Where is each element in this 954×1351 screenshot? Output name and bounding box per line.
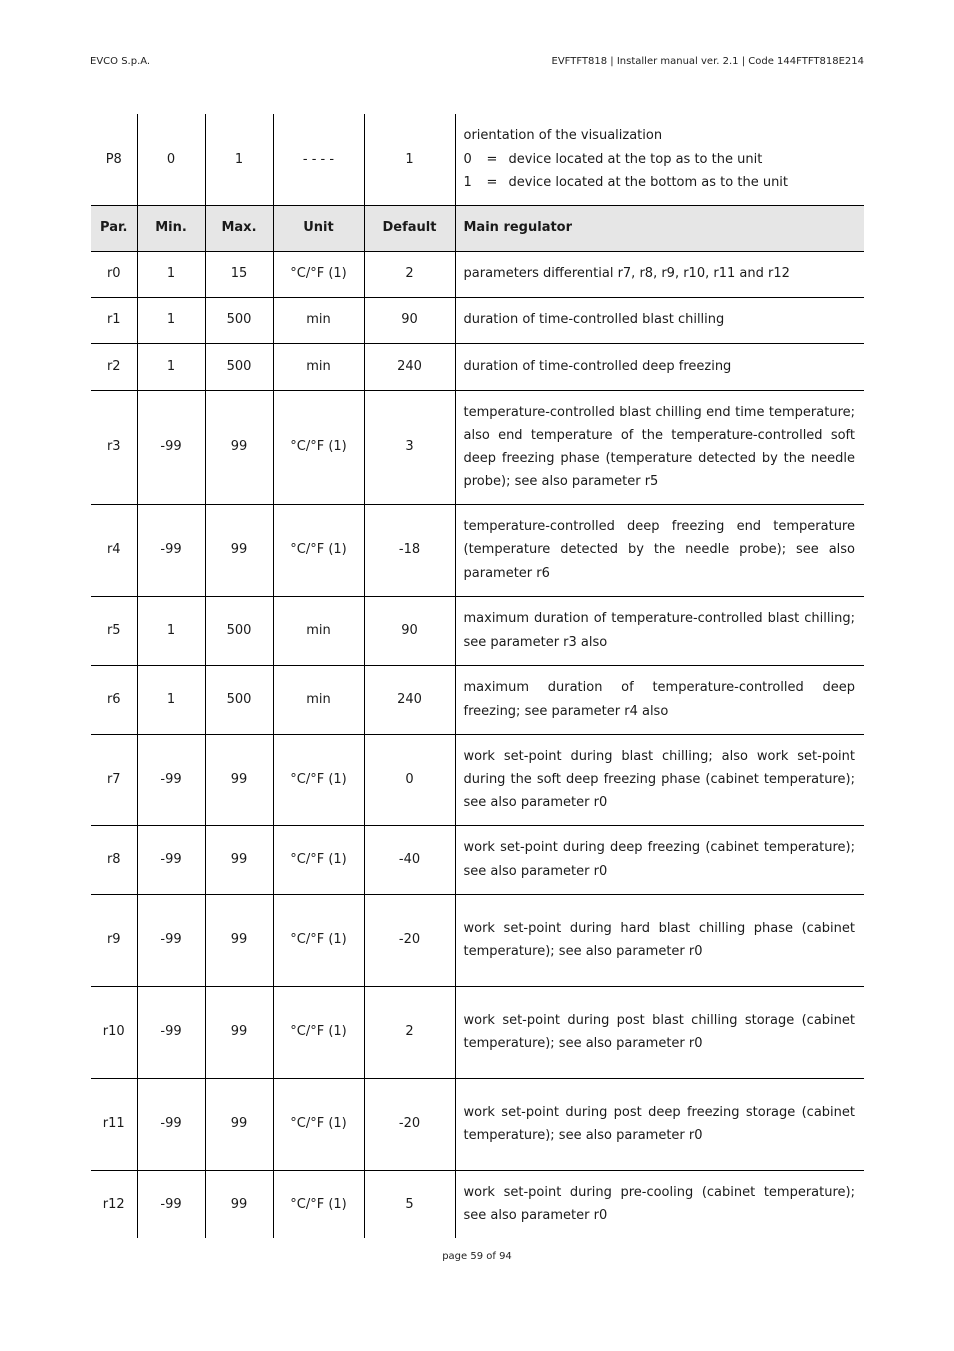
header-default: Default (364, 205, 455, 251)
cell-max: 99 (205, 734, 273, 825)
cell-max: 99 (205, 504, 273, 596)
table-row-p8 (91, 114, 864, 205)
table-row (91, 825, 864, 894)
table-row (91, 1170, 864, 1238)
cell-unit: °C/°F (1) (273, 894, 364, 986)
cell-min: 0 (137, 114, 205, 205)
cell-par: r9 (91, 894, 137, 986)
cell-description (455, 114, 864, 205)
cell-max: 99 (205, 1078, 273, 1170)
option-key: 0 (463, 151, 472, 167)
cell-description: work set-point during blast chilling; also work set-point during the soft deep freezing phase (cabinet temperature); see also parameter r0 (463, 748, 855, 811)
cell-max: 99 (205, 1170, 273, 1238)
cell-min: 1 (137, 297, 205, 343)
header-par: Par. (91, 205, 137, 251)
option-text: device located at the top as to the unit (508, 151, 763, 167)
table-row (91, 390, 864, 504)
cell-description: maximum duration of temperature-controlled blast chilling; see parameter r3 also (463, 611, 855, 650)
cell-description: work set-point during deep freezing (cabinet temperature); see also parameter r0 (463, 840, 855, 879)
header-unit: Unit (273, 205, 364, 251)
cell-unit: °C/°F (1) (273, 986, 364, 1078)
cell-default: 90 (364, 596, 455, 665)
cell-par: r11 (91, 1078, 137, 1170)
cell-unit: °C/°F (1) (273, 390, 364, 504)
cell-description: parameters differential r7, r8, r9, r10, r11 and r12 (463, 266, 790, 282)
cell-min: 1 (137, 596, 205, 665)
cell-par: r1 (91, 297, 137, 343)
cell-par: r0 (91, 251, 137, 297)
cell-par: r8 (91, 825, 137, 894)
header-section-title: Main regulator (463, 220, 573, 236)
cell-description: work set-point during post blast chilling storage (cabinet temperature); see also parameter r0 (463, 1012, 855, 1051)
cell-description: work set-point during post deep freezing storage (cabinet temperature); see also parameter r0 (463, 1104, 855, 1143)
cell-unit: °C/°F (1) (273, 504, 364, 596)
cell-par: r5 (91, 596, 137, 665)
cell-min: 1 (137, 251, 205, 297)
cell-unit: min (273, 343, 364, 390)
cell-max: 500 (205, 596, 273, 665)
cell-par: r6 (91, 665, 137, 734)
option-equals: = (486, 174, 498, 190)
cell-max: 1 (205, 114, 273, 205)
cell-min: -99 (137, 986, 205, 1078)
table-row (91, 504, 864, 596)
cell-max: 99 (205, 390, 273, 504)
cell-description: work set-point during pre-cooling (cabinet temperature); see also parameter r0 (463, 1185, 855, 1224)
cell-par: r3 (91, 390, 137, 504)
parameters-table (91, 114, 864, 1238)
header-max: Max. (205, 205, 273, 251)
cell-default: 2 (364, 251, 455, 297)
cell-default: -20 (364, 894, 455, 986)
cell-min: 1 (137, 665, 205, 734)
cell-default: 240 (364, 665, 455, 734)
cell-min: -99 (137, 825, 205, 894)
cell-default: 5 (364, 1170, 455, 1238)
cell-default: 240 (364, 343, 455, 390)
table-row (91, 297, 864, 343)
cell-default: 3 (364, 390, 455, 504)
header-min: Min. (137, 205, 205, 251)
cell-par: r10 (91, 986, 137, 1078)
cell-min: -99 (137, 894, 205, 986)
cell-default: 0 (364, 734, 455, 825)
cell-min: -99 (137, 1170, 205, 1238)
cell-description: temperature-controlled blast chilling end time temperature; also end temperature of the temperature-controlled soft deep freezing phase (temperature detected by the needle probe); see also parameter r5 (463, 404, 855, 490)
cell-description: maximum duration of temperature-controlled deep freezing; see parameter r4 also (463, 680, 855, 719)
table-row (91, 986, 864, 1078)
option-text: device located at the bottom as to the unit (508, 174, 789, 190)
cell-max: 500 (205, 297, 273, 343)
table-row (91, 734, 864, 825)
description-text: orientation of the visualization (463, 128, 663, 144)
cell-max: 99 (205, 825, 273, 894)
option-key: 1 (463, 174, 472, 190)
table-row (91, 1078, 864, 1170)
cell-description: duration of time-controlled blast chilling (463, 312, 725, 328)
page-number: page 59 of 94 (442, 1251, 512, 1262)
cell-min: -99 (137, 504, 205, 596)
cell-unit: °C/°F (1) (273, 251, 364, 297)
cell-default: 90 (364, 297, 455, 343)
cell-default: -20 (364, 1078, 455, 1170)
header-document-info: EVFTFT818 | Installer manual ver. 2.1 | Code 144FTFT818E214 (551, 56, 864, 67)
table-row (91, 596, 864, 665)
cell-unit: min (273, 297, 364, 343)
cell-description: work set-point during hard blast chilling phase (cabinet temperature); see also parameter r0 (463, 920, 855, 959)
option-1 (464, 171, 856, 194)
cell-par: r4 (91, 504, 137, 596)
cell-max: 500 (205, 343, 273, 390)
option-0 (464, 148, 856, 171)
cell-par: P8 (91, 114, 137, 205)
cell-unit: min (273, 596, 364, 665)
cell-unit: - - - - (273, 114, 364, 205)
cell-description: temperature-controlled deep freezing end temperature (temperature detected by the needle probe); see also parameter r6 (463, 519, 855, 581)
cell-unit: min (273, 665, 364, 734)
cell-default: 1 (364, 114, 455, 205)
cell-min: -99 (137, 390, 205, 504)
cell-max: 500 (205, 665, 273, 734)
cell-par: r2 (91, 343, 137, 390)
table-row (91, 665, 864, 734)
header-company: EVCO S.p.A. (90, 56, 151, 67)
cell-unit: °C/°F (1) (273, 734, 364, 825)
cell-max: 99 (205, 894, 273, 986)
cell-unit: °C/°F (1) (273, 825, 364, 894)
cell-par: r7 (91, 734, 137, 825)
cell-default: 2 (364, 986, 455, 1078)
cell-par: r12 (91, 1170, 137, 1238)
table-row (91, 251, 864, 297)
table-row (91, 343, 864, 390)
cell-unit: °C/°F (1) (273, 1078, 364, 1170)
cell-min: 1 (137, 343, 205, 390)
cell-max: 99 (205, 986, 273, 1078)
table-header-row (91, 205, 864, 251)
cell-description: duration of time-controlled deep freezing (463, 358, 732, 374)
table-row (91, 894, 864, 986)
cell-unit: °C/°F (1) (273, 1170, 364, 1238)
option-equals: = (486, 151, 498, 167)
cell-min: -99 (137, 734, 205, 825)
cell-default: -18 (364, 504, 455, 596)
cell-max: 15 (205, 251, 273, 297)
cell-min: -99 (137, 1078, 205, 1170)
cell-default: -40 (364, 825, 455, 894)
